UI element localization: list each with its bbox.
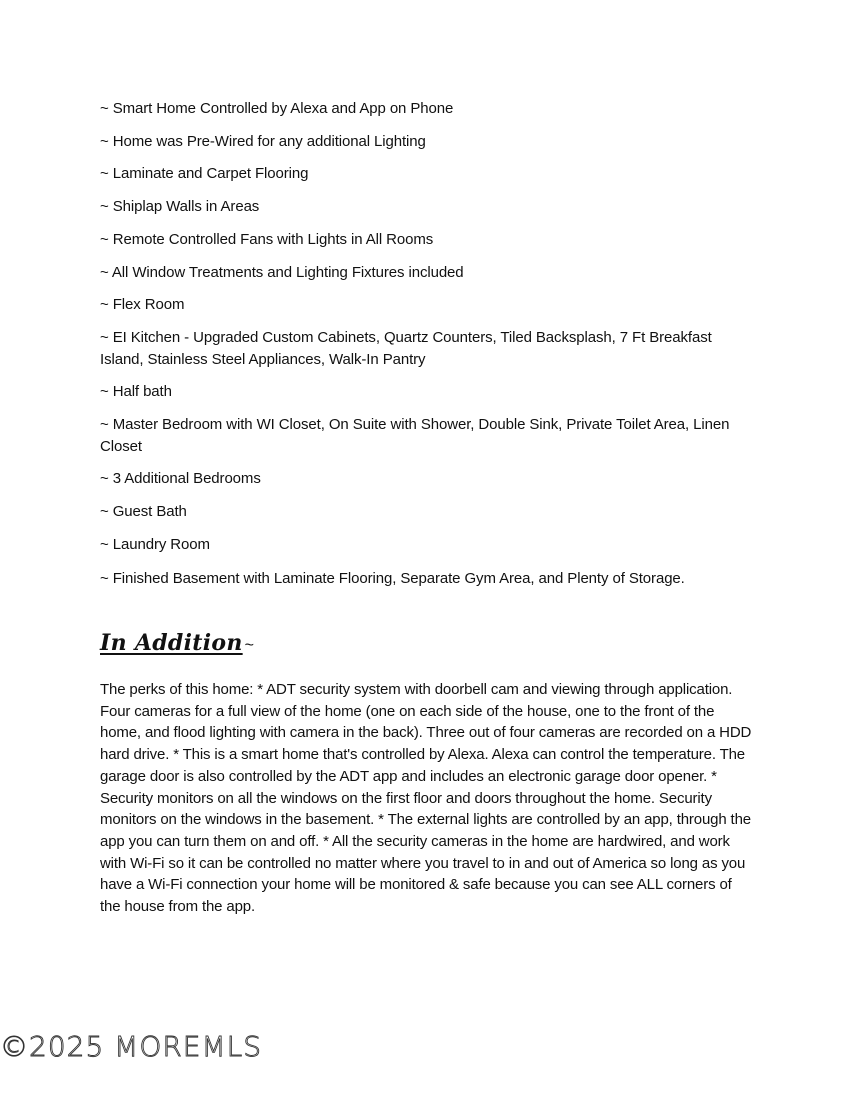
- section-body: The perks of this home: * ADT security system with doorbell cam and viewing through application. Four cameras for a full view of the home (one on each side of the house, one to the front of the home, and flood lighting with camera in the back). Three out of four cameras are recorded on a HDD hard drive. * This is a smart home that's controlled by Alexa. Alexa can control the temperature. The garage door is also controlled by the ADT app and includes an electronic garage door opener. * Security monitors on all the windows on the first floor and doors throughout the home. Security monitors on the windows in the basement. * The external lights are controlled by an app, through the app you can turn them on and off. * All the security cameras in the home are hardwired, and work with Wi-Fi so it can be controlled no matter where you travel to in and out of America so long as you have a Wi-Fi connection your home will be monitored & safe because you can see ALL corners of the house from the app.: [100, 681, 752, 916]
- feature-item: ~ Flex Room: [100, 296, 185, 314]
- section-heading: In Addition: [100, 630, 243, 656]
- feature-item: ~ Master Bedroom with WI Closet, On Suite with Shower, Double Sink, Private Toilet Area, Linen Closet: [100, 416, 730, 455]
- feature-item: ~ Smart Home Controlled by Alexa and App on Phone: [100, 100, 454, 117]
- feature-item: ~ Laminate and Carpet Flooring: [100, 165, 309, 183]
- feature-item: ~ Home was Pre-Wired for any additional Lighting: [100, 132, 426, 150]
- feature-list: [100, 98, 750, 600]
- feature-item: ~ EI Kitchen - Upgraded Custom Cabinets, Quartz Counters, Tiled Backsplash, 7 Ft Breakfast Island, Stainless Steel Appliances, Walk-In Pantry: [100, 328, 712, 368]
- feature-item: ~ 3 Additional Bedrooms: [100, 470, 261, 488]
- feature-item: ~ Half bath: [100, 383, 172, 401]
- feature-item: ~ Laundry Room: [100, 535, 210, 553]
- watermark: ©2025 MOREMLS: [0, 1030, 263, 1063]
- feature-item: ~ Guest Bath: [100, 503, 187, 521]
- feature-item: ~ Remote Controlled Fans with Lights in All Rooms: [100, 230, 434, 248]
- section-heading-wrap: [100, 630, 254, 656]
- feature-item: ~ Finished Basement with Laminate Flooring, Separate Gym Area, and Plenty of Storage.: [100, 569, 685, 587]
- feature-item: ~ All Window Treatments and Lighting Fixtures included: [100, 263, 464, 281]
- feature-item: ~ Shiplap Walls in Areas: [100, 198, 260, 216]
- section-heading-suffix: ~: [244, 637, 254, 654]
